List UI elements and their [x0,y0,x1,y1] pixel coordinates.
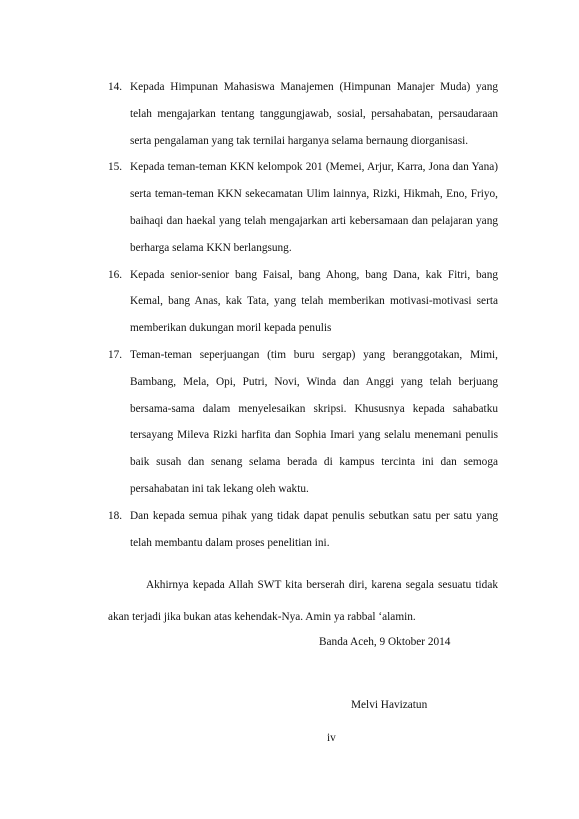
list-item [108,154,498,261]
item-text: Kepada senior-senior bang Faisal, bang Ahong, bang Dana, kak Fitri, bang Kemal, bang Anas, kak Tata, yang telah memberikan motivasi-motivasi serta memberikan dukungan moril kepada penulis [130,268,498,335]
item-number: 16. [108,268,123,281]
list-item [108,74,498,154]
item-text: Kepada teman-teman KKN kelompok 201 (Memei, Arjur, Karra, Jona dan Yana) serta teman-teman KKN sekecamatan Ulim lainnya, Rizki, Hikmah, Eno, Friyo, baihaqi dan haekal yang telah mengajarkan arti kebersamaan dan pelajaran yang berharga selama KKN berlangsung. [130,161,498,254]
item-text: Teman-teman seperjuangan (tim buru sergap) yang beranggotakan, Mimi, Bambang, Mela, Opi, Putri, Novi, Winda dan Anggi yang telah berjuang bersama-sama dalam menyelesaikan skripsi. Khususnya kepada sahabatku tersayang Mileva Rizki harfita dan Sophia Imari yang selalu menemani penulis baik susah dan senang selama berada di kampus tercinta ini dan semoga persahabatan ini tak lekang oleh waktu. [130,348,498,495]
item-number: 17. [108,348,123,361]
acknowledgement-list [108,74,498,556]
list-item [108,503,498,557]
list-item [108,262,498,342]
list-item [108,342,498,503]
place-and-date: Banda Aceh, 9 Oktober 2014 [319,636,451,648]
page-number: iv [327,732,336,744]
item-number: 15. [108,161,123,174]
item-text: Dan kepada semua pihak yang tidak dapat penulis sebutkan satu per satu yang telah membantu dalam proses penelitian ini. [130,509,498,549]
item-number: 14. [108,81,123,93]
closing-paragraph: Akhirnya kepada Allah SWT kita berserah diri, karena segala sesuatu tidak akan terjadi jika bukan atas kehendak-Nya. Amin ya rabbal ‘alamin. [108,579,498,623]
item-text: Kepada Himpunan Mahasiswa Manajemen (Himpunan Manajer Muda) yang telah mengajarkan tentang tanggungjawab, sosial, persahabatan, persaudaraan serta pengalaman yang tak ternilai harganya selama bernaung diorganisasi. [130,81,498,147]
author-name: Melvi Havizatun [351,699,428,711]
item-number: 18. [108,509,123,522]
